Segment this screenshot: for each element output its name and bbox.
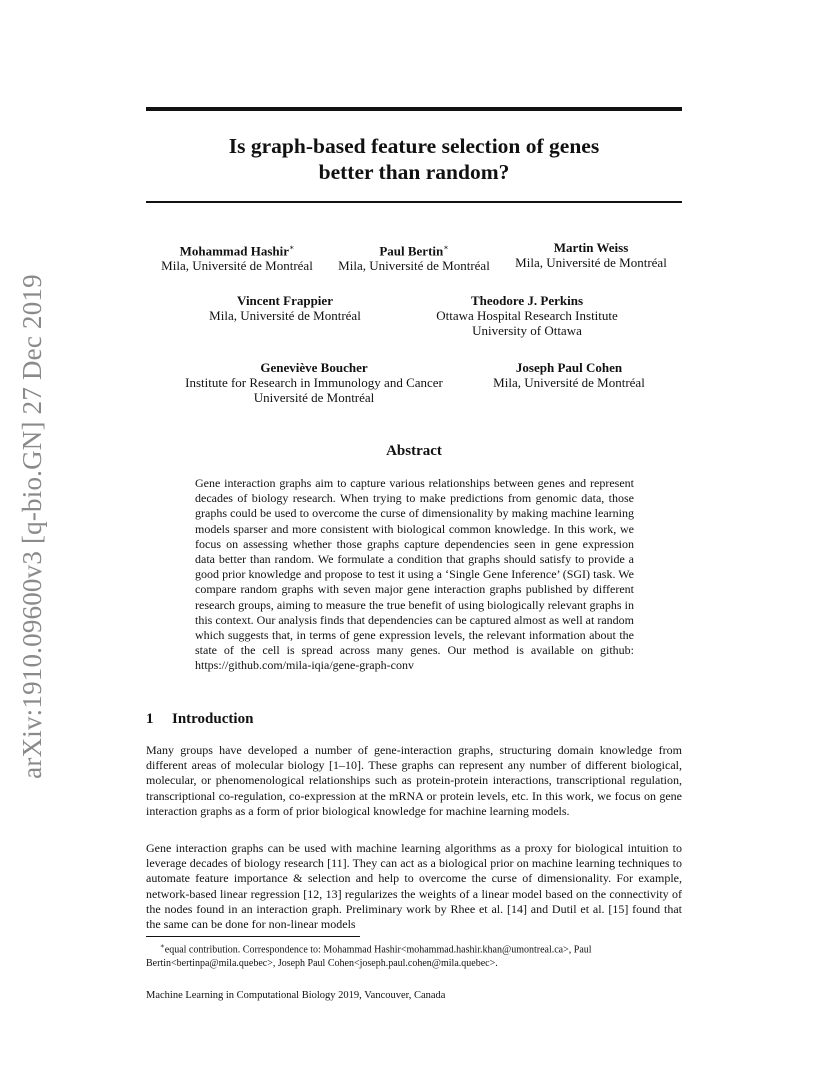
arxiv-identifier: arXiv:1910.09600v3 [q-bio.GN] 27 Dec 2019 — [16, 273, 47, 779]
author-name: Paul Bertin∗ — [379, 243, 449, 259]
author-block-bertin — [338, 240, 490, 273]
author-block-cohen — [493, 360, 645, 390]
intro-paragraph-2: Gene interaction graphs can be used with machine learning algorithms as a proxy for biological intuition to leverage decades of biology research [11]. They can act as a biological prior on machine learning techniques to automate feature importance & selection and help to overcome the curse of dimensionality. For example, network-based linear regression [12, 13] regularizes the weights of a linear model based on the connectivity of the nodes found in an interaction graph. Preliminary work by Rhee et al. [14] and Dutil et al. [15] found that the same can be done for non-linear models — [146, 841, 682, 932]
author-affiliation: Mila, Université de Montréal — [493, 375, 645, 390]
abstract-heading: Abstract — [386, 443, 442, 459]
abstract-text: Gene interaction graphs aim to capture various relationships between genes and represent decades of biology research. When trying to make predictions from genomic data, those graphs could be used to overcome the curse of dimensionality by making machine learning models sparser and more consistent with biological common knowledge. In this work, we focus on assessing whether those graphs capture dependencies seen in gene expression data better than random. We formulate a condition that graphs should satisfy to provide a good prior knowledge and propose to test it using a ‘Single Gene Inference’ (SGI) task. We compare random graphs with seven major gene interaction graphs published by different research groups, aiming to measure the true benefit of using biologically relevant graphs in this context. Our analysis finds that dependencies can be captured almost as well at random which suggests that, in terms of gene expression levels, the relevant information about the state of the cell is spread across many genes. Our method is available on github: https://github.com/mila-iqia/gene-graph-conv — [195, 476, 634, 673]
author-name: Geneviève Boucher — [260, 360, 368, 375]
author-name: Martin Weiss — [553, 240, 629, 255]
paper-title — [146, 133, 682, 185]
author-affiliation: Mila, Université de Montréal — [338, 258, 490, 274]
author-affiliation: Mila, Université de Montréal — [209, 308, 361, 323]
author-affiliation-2: Université de Montréal — [253, 390, 375, 405]
title-bottom-rule — [146, 201, 682, 203]
author-block-frappier — [209, 293, 361, 323]
footnote-text: equal contribution. Correspondence to: Mohammad Hashir<mohammad.hashir.khan@umontreal.ca>, Paul Bertin<bertinpa@mila.quebec>, Joseph Paul Cohen<joseph.paul.cohen@mila.quebec>. — [146, 944, 592, 970]
author-name: Mohammad Hashir∗ — [179, 243, 295, 259]
venue-footer: Machine Learning in Computational Biology 2019, Vancouver, Canada — [146, 990, 446, 1001]
title-line-2: better than random? — [318, 160, 510, 184]
author-affiliation: Institute for Research in Immunology and Cancer — [185, 375, 443, 390]
author-block-perkins — [436, 293, 618, 338]
author-affiliation-2: University of Ottawa — [472, 323, 582, 338]
footnote — [146, 939, 682, 971]
section-heading-introduction — [146, 711, 253, 728]
author-name: Vincent Frappier — [237, 293, 333, 308]
footnote-rule — [146, 936, 360, 937]
author-block-hashir — [161, 240, 313, 273]
title-top-rule — [146, 107, 682, 111]
author-name: Theodore J. Perkins — [470, 293, 584, 308]
author-affiliation: Mila, Université de Montréal — [515, 255, 667, 270]
author-name: Joseph Paul Cohen — [515, 360, 623, 375]
author-affiliation: Ottawa Hospital Research Institute — [436, 308, 618, 323]
author-affiliation: Mila, Université de Montréal — [161, 258, 313, 274]
section-title: Introduction — [172, 711, 254, 727]
intro-paragraph-1: Many groups have developed a number of gene-interaction graphs, structuring domain knowledge from different areas of molecular biology [1–10]. These graphs can represent any number of different biological, molecular, or phenomenological relationships such as protein-protein interactions, transcriptional regulation, transcriptional co-regulation, co-expression at the mRNA or protein levels, etc. In this work, we focus on gene interaction graphs as a form of prior biological knowledge for machine learning models. — [146, 743, 682, 818]
section-number: 1 — [146, 711, 154, 727]
title-line-1: Is graph-based feature selection of genes — [228, 134, 600, 158]
author-block-weiss — [515, 240, 667, 270]
arxiv-sidebar-stamp — [10, 266, 54, 786]
footnote-mark: ∗ — [160, 942, 165, 950]
author-block-boucher — [185, 360, 443, 405]
